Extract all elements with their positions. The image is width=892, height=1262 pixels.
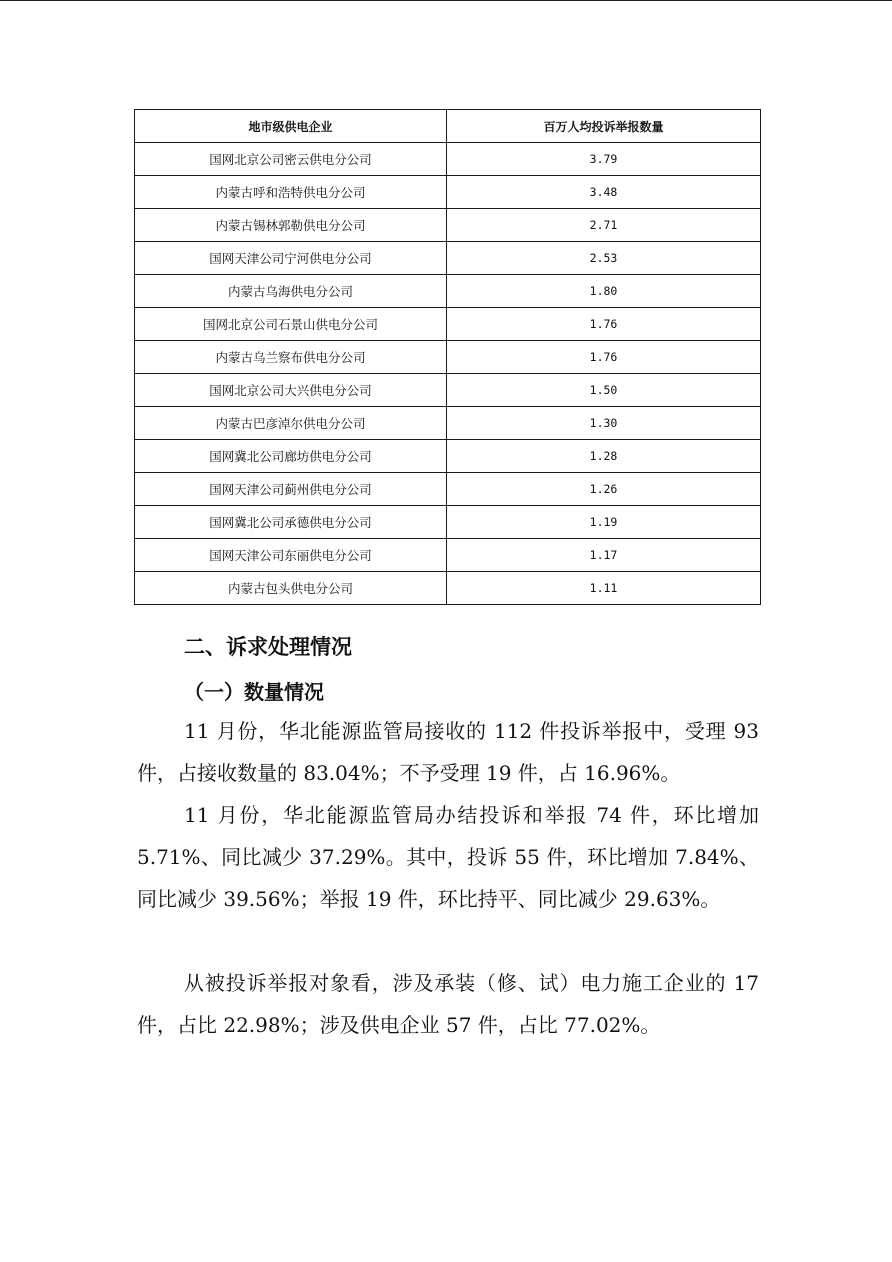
- value-cell: 1.30: [447, 407, 761, 440]
- value-cell: 1.19: [447, 506, 761, 539]
- company-cell: 国网天津公司蓟州供电分公司: [135, 473, 447, 506]
- value-cell: 2.71: [447, 209, 761, 242]
- company-cell: 内蒙古巴彦淖尔供电分公司: [135, 407, 447, 440]
- company-cell: 国网北京公司大兴供电分公司: [135, 374, 447, 407]
- table-row: [135, 176, 761, 209]
- value-cell: 1.11: [447, 572, 761, 605]
- table-header-row: [135, 110, 761, 143]
- company-cell: 国网天津公司宁河供电分公司: [135, 242, 447, 275]
- header-value: 百万人均投诉举报数量: [447, 110, 761, 143]
- table-row: [135, 473, 761, 506]
- table-row: [135, 506, 761, 539]
- paragraph-targets: 从被投诉举报对象看，涉及承装（修、试）电力施工企业的 17 件，占比 22.98%；涉及供电企业 57 件，占比 77.02%。: [137, 971, 759, 1037]
- table-row: [135, 440, 761, 473]
- section-subheading: （一）数量情况: [184, 680, 324, 704]
- company-cell: 国网北京公司密云供电分公司: [135, 143, 447, 176]
- value-cell: 1.76: [447, 308, 761, 341]
- company-cell: 内蒙古乌海供电分公司: [135, 275, 447, 308]
- company-cell: 国网冀北公司承德供电分公司: [135, 506, 447, 539]
- company-cell: 内蒙古包头供电分公司: [135, 572, 447, 605]
- page-top-rule: [0, 0, 892, 1]
- value-cell: 1.50: [447, 374, 761, 407]
- section-heading: 二、诉求处理情况: [184, 635, 352, 659]
- header-company: 地市级供电企业: [135, 110, 447, 143]
- value-cell: 1.28: [447, 440, 761, 473]
- company-cell: 国网冀北公司廊坊供电分公司: [135, 440, 447, 473]
- table-row: [135, 275, 761, 308]
- value-cell: 1.26: [447, 473, 761, 506]
- value-cell: 3.48: [447, 176, 761, 209]
- company-cell: 内蒙古锡林郭勒供电分公司: [135, 209, 447, 242]
- table-row: [135, 407, 761, 440]
- table-row: [135, 341, 761, 374]
- paragraph-received: 11 月份，华北能源监管局接收的 112 件投诉举报中，受理 93 件，占接收数量的 83.04%；不予受理 19 件，占 16.96%。: [137, 719, 759, 785]
- value-cell: 3.79: [447, 143, 761, 176]
- value-cell: 1.80: [447, 275, 761, 308]
- table-row: [135, 242, 761, 275]
- company-cell: 国网天津公司东丽供电分公司: [135, 539, 447, 572]
- value-cell: 1.17: [447, 539, 761, 572]
- table-row: [135, 143, 761, 176]
- value-cell: 2.53: [447, 242, 761, 275]
- complaints-per-million-table: [134, 109, 761, 605]
- paragraph-completed: 11 月份，华北能源监管局办结投诉和举报 74 件，环比增加 5.71%、同比减少 37.29%。其中，投诉 55 件，环比增加 7.84%、同比减少 39.56%；举报 19 件，环比持平、同比减少 29.63%。: [137, 803, 759, 911]
- table-row: [135, 539, 761, 572]
- table-row: [135, 374, 761, 407]
- company-cell: 内蒙古呼和浩特供电分公司: [135, 176, 447, 209]
- company-cell: 国网北京公司石景山供电分公司: [135, 308, 447, 341]
- value-cell: 1.76: [447, 341, 761, 374]
- table-row: [135, 308, 761, 341]
- table-row: [135, 209, 761, 242]
- company-cell: 内蒙古乌兰察布供电分公司: [135, 341, 447, 374]
- table-row: [135, 572, 761, 605]
